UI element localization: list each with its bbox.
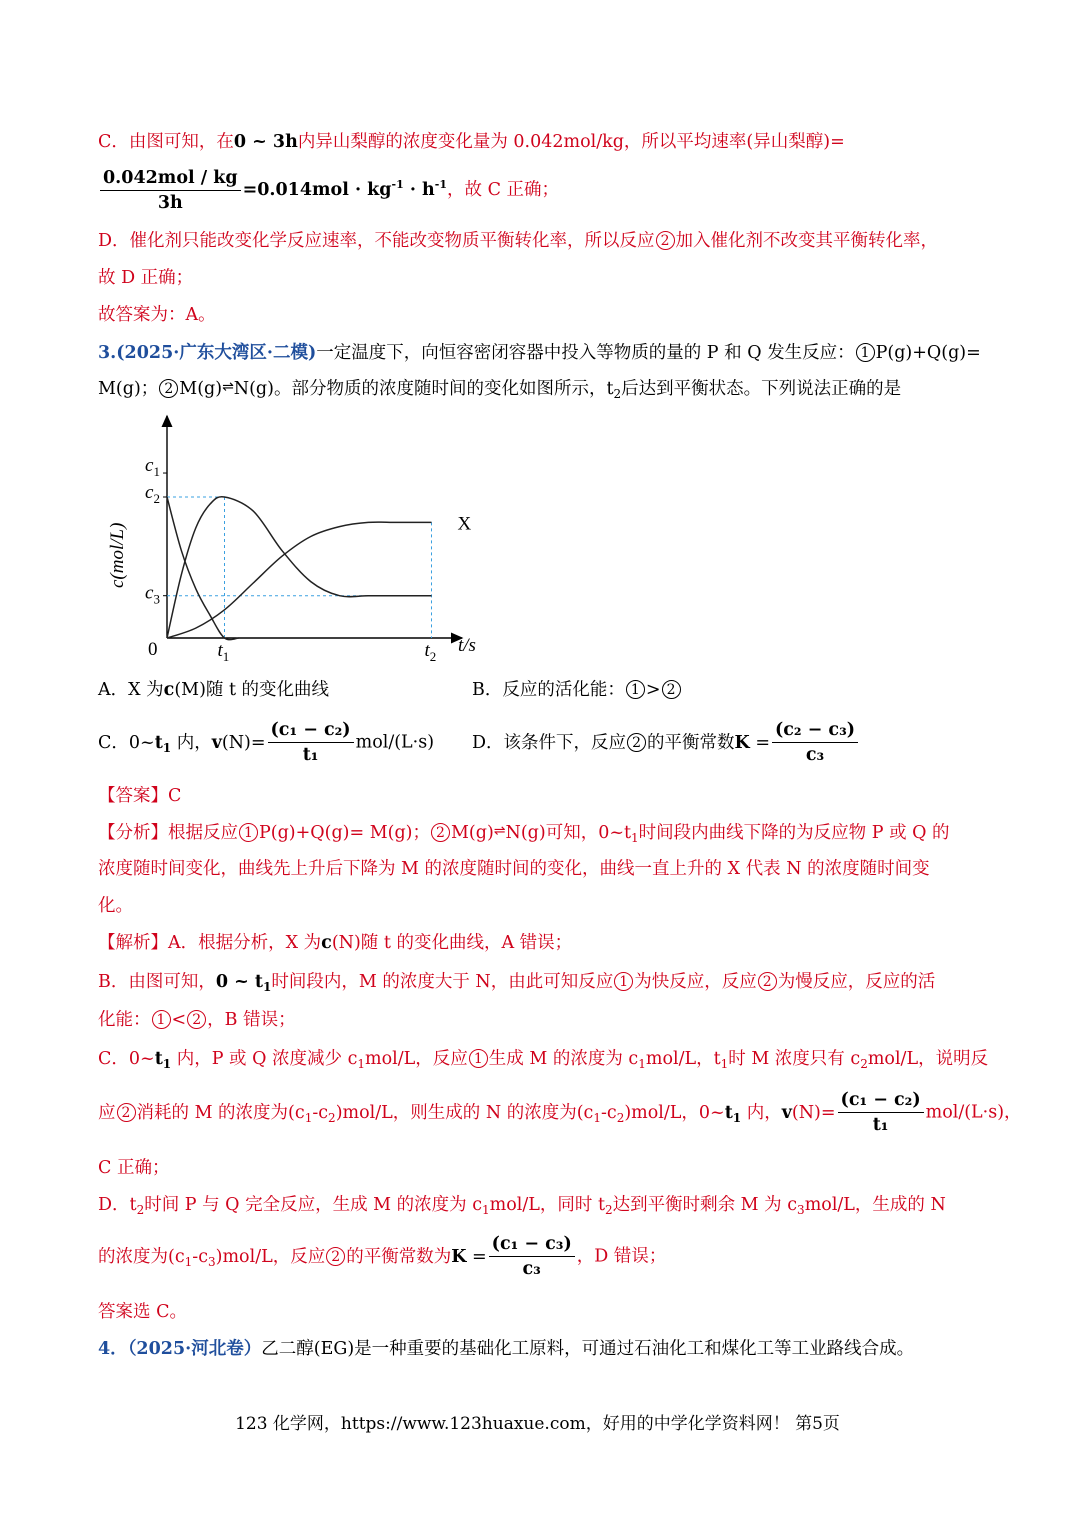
option-c-fraction: $\frac{\text{(c₁ − c₂)}}{\text{t₁}}$ [268, 718, 354, 767]
page-footer: 123 化学网，https://www.123huaxue.com，好用的中学化学资料网！ 第5页 [235, 1414, 840, 1434]
label-x-axis: t/s [458, 635, 476, 656]
prev-c-formula: $\frac{\text{0.042mol / kg}}{3h}$ $=0.014mol \cdot kg^{-1} \cdot h^{-1}$，故 C 正确； [98, 166, 559, 215]
analysis-line3: 化。 [98, 896, 133, 916]
label-y-axis: c(mol/L) [107, 522, 128, 588]
q3-stem-line2: M(g)； 2 M(g)⇌N(g)。部分物质的浓度随时间的变化如图所示，$t_2$后达到平衡状态。下列说法正确的是 [98, 379, 902, 401]
rate-fraction: $\frac{\text{0.042mol / kg}}{3h}$ [100, 166, 241, 215]
label-t1: $t_1$ [217, 640, 230, 664]
solution-c-line1: C．$0\sim t_1$ 内，P 或 Q 浓度减少 $c_1mol/L$，反应 1 生成 M 的浓度为 $c_1mol/L$，$t_1$时 M 浓度只有 $c_2mol/L$，说明反 [98, 1049, 989, 1071]
equilibrium-arrow-icon: ⇌ [493, 823, 506, 839]
curve-m [167, 497, 432, 638]
option-d[interactable]: D．该条件下，反应 2 的平衡常数K = $\frac{\text{(c₂ − c₃)}}{\text{c₃}}$ [472, 718, 860, 767]
q4-stem: 4．（2025·河北卷）乙二醇(EG)是一种重要的基础化工原料，可通过石油化工和煤化工等工业路线合成。 [98, 1339, 915, 1359]
prev-d-line2: 故 D 正确； [98, 268, 194, 288]
solution-a: 【解析】A．根据分析，X 为c(N)随 t 的变化曲线，A 错误； [98, 933, 573, 953]
prev-c-line: C．由图可知，在0 ~ 3h内异山梨醇的浓度变化量为 0.042mol/kg，所以平均速率(异山梨醇)= [98, 132, 845, 152]
option-d-fraction: $\frac{\text{(c₂ − c₃)}}{\text{c₃}}$ [772, 718, 858, 767]
solution-c-line2: 应 2 消耗的 M 的浓度为$(c_1-c_2)mol/L$，则生成的 N 的浓度为$(c_1-c_2)mol/L$，$0\sim t_1$ 内，v(N)= $\frac{\text{(c₁ − c₂)}}{\text{t₁}}$ mol/(L·s)， [98, 1090, 1022, 1135]
label-c2: $c_2$ [145, 482, 160, 506]
equilibrium-arrow-icon: ⇌ [222, 379, 234, 395]
solution-d-line1: D．$t_2$时间 P 与 Q 完全反应，生成 M 的浓度为 $c_1mol/L$，同时 $t_2$达到平衡时剩余 M 为 $c_3mol/L$，生成的 N [98, 1195, 946, 1217]
solution-d-fraction: $\frac{\text{(c₁ − c₃)}}{\text{c₃}}$ [489, 1232, 575, 1281]
q3-stem-line1: 3.(2025·广东大湾区·二模)一定温度下，向恒容密闭容器中投入等物质的量的 P 和 Q 发生反应： 1 P(g)+Q(g)= [98, 343, 981, 363]
analysis-line1: 【分析】根据反应 1 P(g)+Q(g)= M(g)； 2 M(g)⇌N(g)可知，$0\sim t_1$时间段内曲线下降的为反应物 P 或 Q 的 [98, 823, 950, 845]
prev-final-answer: 故答案为：A。 [98, 305, 216, 325]
dashed-guides [163, 473, 432, 638]
option-c[interactable]: C．$0\sim t_1$ 内，v(N)= $\frac{\text{(c₁ − c₂)}}{\text{t₁}}$ mol/(L·s) [98, 720, 435, 765]
circled-number: 2 [656, 231, 675, 250]
solution-b-line2: 化能： 1 < 2 ，B 错误； [98, 1010, 296, 1030]
curves [167, 497, 432, 640]
q3-source: (2025·广东大湾区·二模) [116, 343, 317, 363]
label-t2: $t_2$ [424, 640, 437, 664]
solution-final: 答案选 C。 [98, 1302, 187, 1322]
label-series-x: X [457, 513, 472, 535]
solution-c-line3: C 正确； [98, 1158, 170, 1178]
concentration-time-chart [96, 410, 496, 665]
curve-p-q [167, 497, 239, 640]
analysis-line2: 浓度随时间变化，曲线先上升后下降为 M 的浓度随时间的变化，曲线一直上升的 X 代表 N 的浓度随时间变 [98, 859, 930, 879]
prev-d-line: D．催化剂只能改变化学反应速率，不能改变物质平衡转化率，所以反应 2 加入催化剂不改变其平衡转化率， [98, 231, 939, 251]
solution-d-line2: 的浓度为$(c_1-c_3)mol/L$，反应 2 的平衡常数为K = $\frac{\text{(c₁ − c₃)}}{\text{c₃}}$ ，D 错误； [98, 1234, 667, 1279]
label-origin: 0 [148, 639, 158, 660]
axis-labels [107, 455, 476, 664]
option-b[interactable]: B．反应的活化能： 1 > 2 [472, 678, 682, 702]
label-c3: $c_3$ [145, 582, 160, 607]
solution-c-fraction: $\frac{\text{(c₁ − c₂)}}{\text{t₁}}$ [838, 1088, 924, 1137]
solution-b-line1: B．由图可知，0 ~ $t_1$时间段内，M 的浓度大于 N，由此可知反应 1 为快反应，反应 2 为慢反应，反应的活 [98, 972, 936, 994]
curve-x [167, 522, 432, 638]
answer-line: 【答案】C [98, 786, 182, 806]
option-a[interactable]: A．X 为c(M)随 t 的变化曲线 [98, 680, 330, 700]
label-c1: $c_1$ [145, 455, 160, 480]
